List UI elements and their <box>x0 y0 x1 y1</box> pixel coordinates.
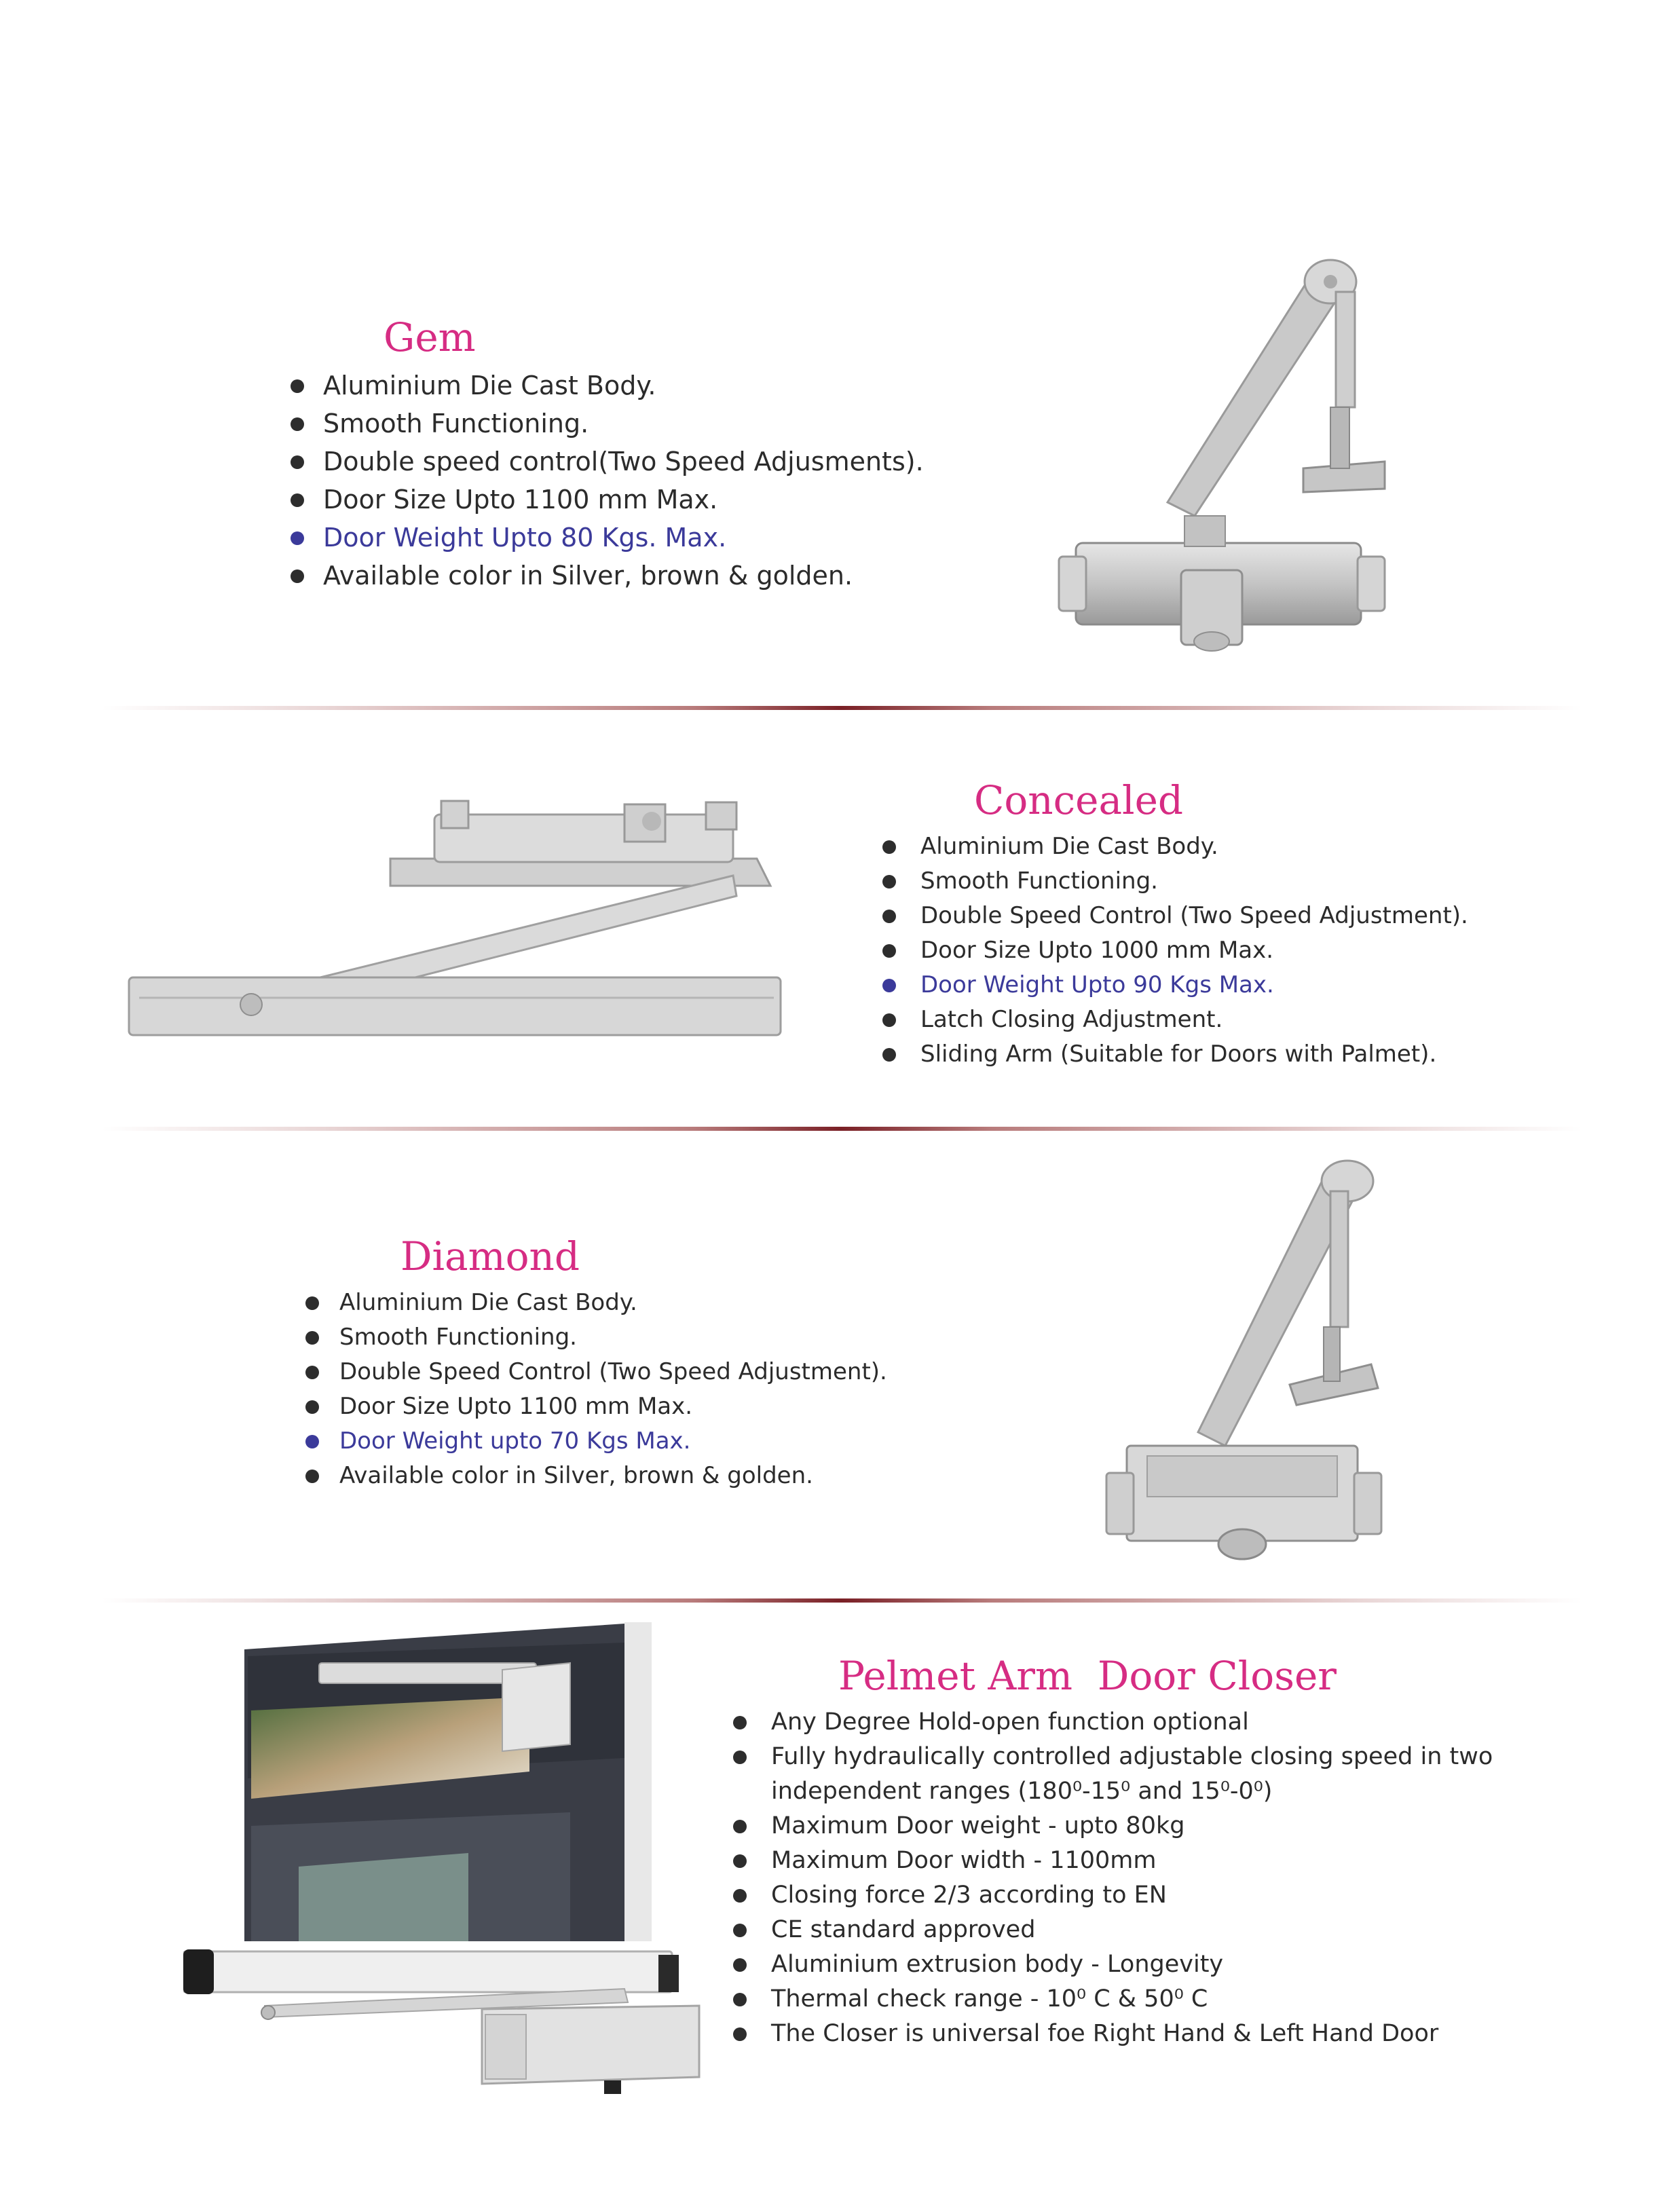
bullet-icon <box>305 1296 319 1310</box>
bullet-icon <box>291 531 304 545</box>
bullet-icon <box>882 1013 896 1027</box>
bullet-icon <box>733 1924 747 1937</box>
list-item: Latch Closing Adjustment. <box>882 1003 1468 1037</box>
bullet-icon <box>305 1366 319 1379</box>
list-item: Maximum Door weight - upto 80kg <box>733 1809 1518 1844</box>
list-item: Double Speed Control (Two Speed Adjustment). <box>305 1355 887 1389</box>
bullet-icon <box>882 944 896 958</box>
bullet-icon <box>733 2027 747 2041</box>
gem-door-closer-image <box>1045 251 1398 652</box>
bullet-icon <box>291 569 304 583</box>
bullet-icon <box>733 1889 747 1903</box>
list-item: Available color in Silver, brown & golden. <box>291 557 924 595</box>
section-divider <box>102 1127 1582 1131</box>
concealed-door-closer-image <box>122 794 794 1045</box>
pelmet-door-photo <box>244 1622 652 1941</box>
list-item: The Closer is universal foe Right Hand & Left Hand Door <box>733 2017 1518 2051</box>
bullet-icon <box>291 493 304 507</box>
list-item: Smooth Functioning. <box>291 405 924 443</box>
gem-feature-list <box>291 367 924 595</box>
list-item: Available color in Silver, brown & golden. <box>305 1459 887 1493</box>
concealed-feature-list <box>882 829 1468 1072</box>
bullet-icon <box>733 1958 747 1972</box>
list-item: CE standard approved <box>733 1913 1518 1947</box>
bullet-icon <box>291 379 304 393</box>
list-item: Any Degree Hold-open function optional <box>733 1705 1518 1740</box>
list-item: Closing force 2/3 according to EN <box>733 1878 1518 1913</box>
gem-title: Gem <box>384 314 476 360</box>
list-item: Sliding Arm (Suitable for Doors with Palmet). <box>882 1037 1468 1072</box>
list-item: Aluminium Die Cast Body. <box>882 829 1468 864</box>
bullet-icon <box>882 979 896 992</box>
list-item: Double Speed Control (Two Speed Adjustment). <box>882 899 1468 933</box>
bullet-icon <box>305 1470 319 1483</box>
diamond-door-closer-image <box>1086 1154 1392 1561</box>
diamond-title: Diamond <box>400 1233 580 1279</box>
list-item: Aluminium Die Cast Body. <box>305 1286 887 1320</box>
bullet-icon <box>882 875 896 888</box>
list-item: Door Weight Upto 80 Kgs. Max. <box>291 519 924 557</box>
bullet-icon <box>882 910 896 923</box>
list-item: Door Size Upto 1100 mm Max. <box>291 481 924 519</box>
section-divider <box>102 706 1582 710</box>
bullet-icon <box>733 1751 747 1764</box>
list-item: Maximum Door width - 1100mm <box>733 1844 1518 1878</box>
section-divider <box>102 1598 1582 1603</box>
list-item: Smooth Functioning. <box>882 864 1468 899</box>
bullet-icon <box>291 417 304 431</box>
list-item: Door Size Upto 1100 mm Max. <box>305 1389 887 1424</box>
pelmet-feature-list <box>733 1705 1518 2051</box>
bullet-icon <box>733 1993 747 2006</box>
list-item: Door Size Upto 1000 mm Max. <box>882 933 1468 968</box>
bullet-icon <box>291 455 304 469</box>
bullet-icon <box>882 1048 896 1062</box>
bullet-icon <box>305 1400 319 1414</box>
list-item: Aluminium extrusion body - Longevity <box>733 1947 1518 1982</box>
list-item: Thermal check range - 10⁰ C & 50⁰ C <box>733 1982 1518 2017</box>
list-item: Door Weight upto 70 Kgs Max. <box>305 1424 887 1459</box>
bullet-icon <box>733 1716 747 1729</box>
bullet-icon <box>882 840 896 854</box>
list-item: Fully hydraulically controlled adjustable closing speed in two independent ranges (180⁰-15⁰ and 15⁰-0⁰) <box>733 1740 1518 1809</box>
list-item: Smooth Functioning. <box>305 1320 887 1355</box>
diamond-feature-list <box>305 1286 887 1493</box>
concealed-title: Concealed <box>974 777 1184 823</box>
list-item: Aluminium Die Cast Body. <box>291 367 924 405</box>
pelmet-door-closer-image <box>183 1941 713 2114</box>
list-item: Door Weight Upto 90 Kgs Max. <box>882 968 1468 1003</box>
bullet-icon <box>305 1331 319 1345</box>
list-item: Double speed control(Two Speed Adjusments). <box>291 443 924 481</box>
pelmet-title: Pelmet Arm Door Closer <box>838 1653 1337 1699</box>
bullet-icon <box>305 1435 319 1448</box>
bullet-icon <box>733 1854 747 1868</box>
bullet-icon <box>733 1820 747 1833</box>
